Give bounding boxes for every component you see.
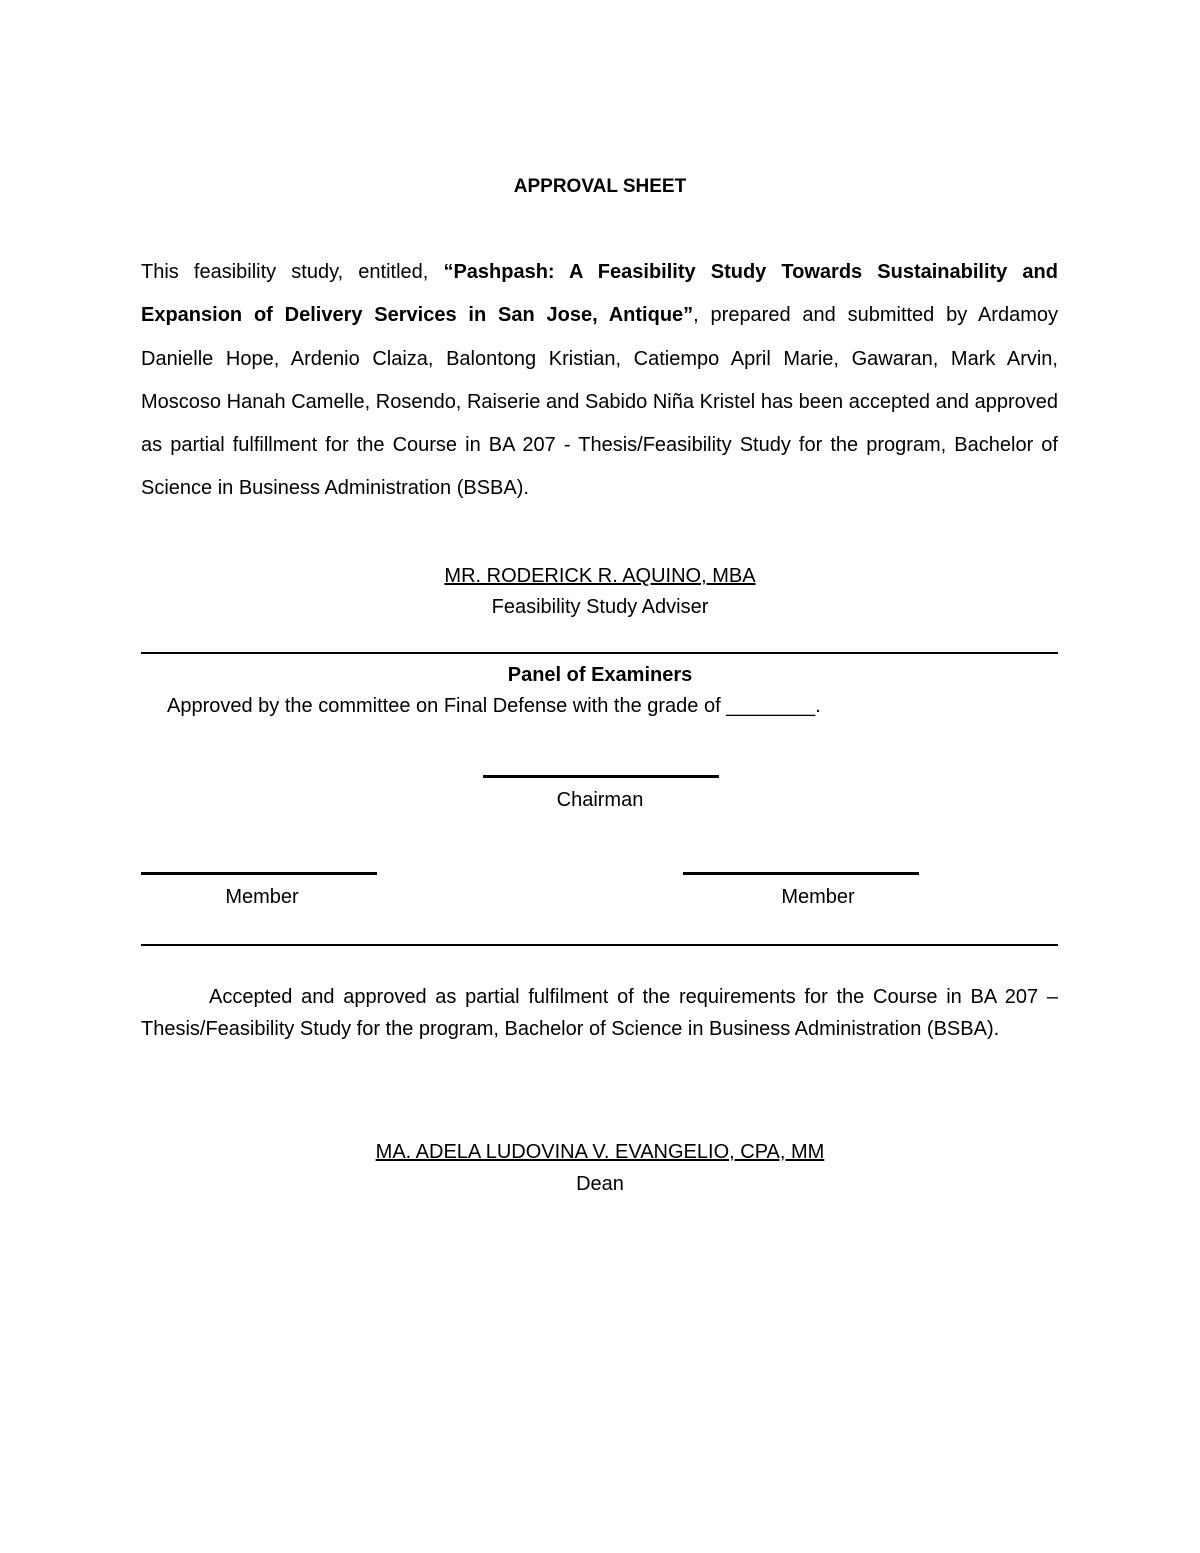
dean-name: MA. ADELA LUDOVINA V. EVANGELIO, CPA, MM xyxy=(375,1141,825,1163)
chairman-label: Chairman xyxy=(556,789,644,811)
member-left-label: Member xyxy=(225,886,299,908)
panel-statement: Approved by the committee on Final Defense with the grade of ________. xyxy=(167,695,821,717)
divider-top xyxy=(141,652,1058,654)
study-title: “Pashpash: A Feasibility Study Towards Sustainability and Expansion of Delivery Services in San Jose, Antique” xyxy=(141,261,1058,327)
chairman-signature-line xyxy=(483,775,719,778)
member-right-signature-line xyxy=(683,872,919,875)
panel-heading: Panel of Examiners xyxy=(507,664,693,686)
acceptance-paragraph: Accepted and approved as partial fulfilment of the requirements for the Course in BA 207 – Thesis/Feasibility Study for the program, Bachelor of Science in Business Administration (BSBA). xyxy=(141,986,1058,1040)
member-left-signature-line xyxy=(141,872,377,875)
adviser-name: MR. RODERICK R. AQUINO, MBA xyxy=(444,565,756,587)
adviser-role: Feasibility Study Adviser xyxy=(491,596,709,618)
divider-bottom xyxy=(141,944,1058,946)
intro-body: , prepared and submitted by Ardamoy Danielle Hope, Ardenio Claiza, Balontong Kristian, Catiempo April Marie, Gawaran, Mark Arvin, Moscoso Hanah Camelle, Rosendo, Raiserie and Sabido Niña Kristel has been accepted and approved as partial fulfillment for the Course in BA 207 - Thesis/Feasibility Study for the program, Bachelor of Science in Business Administration (BSBA). xyxy=(141,304,1058,500)
intro-lead: This feasibility study, entitled, xyxy=(141,261,444,283)
dean-role: Dean xyxy=(576,1173,624,1195)
intro-paragraph xyxy=(141,251,1058,511)
member-right-label: Member xyxy=(781,886,855,908)
page-title: APPROVAL SHEET xyxy=(513,176,687,197)
